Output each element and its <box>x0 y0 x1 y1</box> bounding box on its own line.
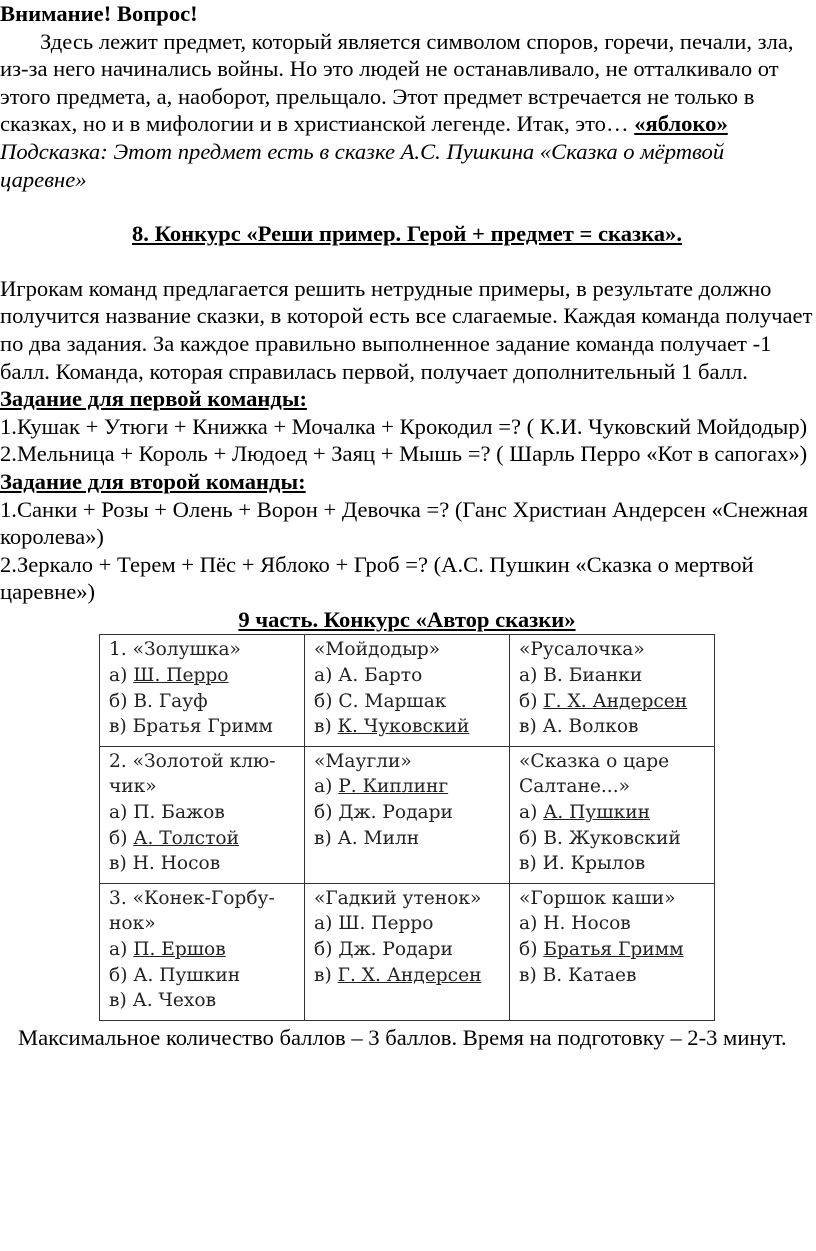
tale-title: 3. «Конек-Горбу-нок» <box>109 887 275 935</box>
table-row <box>100 746 715 883</box>
table-cell <box>510 746 715 883</box>
author-option <box>109 937 298 963</box>
author-name: И. Крылов <box>542 853 646 875</box>
author-table <box>99 634 715 1020</box>
team2-task-2: 2.Зеркало + Терем + Пёс + Яблоко + Гроб =? (А.С. Пушкин «Сказка о мертвой царевне») <box>0 551 754 605</box>
option-prefix: б) <box>519 827 544 849</box>
option-prefix: а) <box>519 913 544 935</box>
attention-paragraph <box>0 28 814 138</box>
table-cell <box>510 635 715 746</box>
author-option <box>314 714 503 740</box>
option-prefix: а) <box>314 776 339 798</box>
table-cell <box>305 746 510 883</box>
author-option <box>519 663 708 689</box>
author-option <box>519 963 708 989</box>
option-prefix: а) <box>519 802 544 824</box>
author-name: Н. Носов <box>543 913 631 935</box>
author-option <box>519 714 708 740</box>
author-name: А. Милн <box>337 827 420 849</box>
section8-intro: Игрокам команд предлагается решить нетрудные примеры, в результате должно получится название сказки, в которой есть все слагаемые. Каждая команда получает по два задания. За каждое правильно выполненное задание команда получает -1 балл. Команда, которая справилась первой, получает дополнительный 1 балл. <box>0 275 813 384</box>
option-prefix: б) <box>314 690 339 712</box>
attention-heading: Внимание! Вопрос! <box>0 1 198 26</box>
option-prefix: б) <box>314 939 339 960</box>
table-cell <box>100 746 305 883</box>
tale-title: «Горшок каши» <box>519 887 676 909</box>
author-option <box>109 851 298 877</box>
option-prefix: б) <box>519 939 544 960</box>
table-row <box>100 635 715 746</box>
attention-answer: «яблоко» <box>634 111 728 137</box>
author-name: В. Жуковский <box>543 827 681 849</box>
author-name: А. Волков <box>542 716 639 738</box>
section9-title: 9 часть. Конкурс «Автор сказки» <box>238 606 576 632</box>
team1-heading: Задание для первой команды: <box>0 386 307 412</box>
author-option <box>109 714 298 740</box>
author-name: Дж. Родари <box>338 802 453 824</box>
option-prefix: в) <box>109 853 133 875</box>
correct-author: Г. Х. Андерсен <box>543 690 688 712</box>
correct-author: Г. Х. Андерсен <box>337 964 482 986</box>
team2-task-1: 1.Санки + Розы + Олень + Ворон + Девочка =? (Ганс Христиан Андерсен «Снежная королева») <box>0 496 809 550</box>
option-prefix: в) <box>109 990 133 1012</box>
author-option <box>109 963 298 989</box>
table-cell <box>100 883 305 1020</box>
author-option <box>314 800 503 826</box>
author-option <box>109 988 298 1014</box>
option-prefix: б) <box>109 964 134 986</box>
correct-author: А. Толстой <box>133 827 239 849</box>
author-option <box>109 689 298 715</box>
author-option <box>314 963 503 989</box>
option-prefix: б) <box>109 827 134 849</box>
author-option <box>519 937 708 963</box>
correct-author: Р. Киплинг <box>338 776 449 798</box>
author-option <box>519 689 708 715</box>
section9-footer: Максимальное количество баллов – 3 баллов. Время на подготовку – 2-3 минут. <box>18 1024 787 1050</box>
option-prefix: а) <box>519 665 544 687</box>
author-table-wrapper <box>0 634 814 1020</box>
author-name: П. Бажов <box>133 802 225 824</box>
author-name: В. Бианки <box>543 665 643 687</box>
option-prefix: в) <box>519 853 543 875</box>
tale-title: «Гадкий утенок» <box>314 887 482 909</box>
option-prefix: а) <box>109 939 134 960</box>
option-prefix: в) <box>519 716 543 738</box>
table-cell <box>510 883 715 1020</box>
table-cell <box>100 635 305 746</box>
option-prefix: а) <box>109 802 134 824</box>
team1-task-2: 2.Мельница + Король + Людоед + Заяц + Мышь =? ( Шарль Перро «Кот в сапогах») <box>0 441 808 467</box>
author-option <box>109 800 298 826</box>
option-prefix: б) <box>519 690 544 712</box>
correct-author: К. Чуковский <box>337 716 470 738</box>
author-name: В. Гауф <box>133 690 208 712</box>
option-prefix: б) <box>314 802 339 824</box>
tale-title: «Русалочка» <box>519 639 645 661</box>
team1-task-1: 1.Кушак + Утюги + Книжка + Мочалка + Крокодил =? ( К.И. Чуковский Мойдодыр) <box>0 413 808 439</box>
correct-author: А. Пушкин <box>543 802 651 824</box>
option-prefix: в) <box>109 716 133 738</box>
correct-author: Братья Гримм <box>543 939 684 960</box>
section8-title: 8. Конкурс «Реши пример. Герой + предмет = сказка». <box>131 221 682 247</box>
author-name: Ш. Перро <box>338 913 434 935</box>
author-option <box>109 663 298 689</box>
author-option <box>314 937 503 963</box>
author-option <box>314 911 503 937</box>
author-name: В. Катаев <box>542 964 637 986</box>
author-name: Братья Гримм <box>132 716 273 738</box>
option-prefix: в) <box>519 964 543 986</box>
table-cell <box>305 883 510 1020</box>
option-prefix: а) <box>314 913 339 935</box>
author-option <box>314 689 503 715</box>
author-option <box>314 826 503 852</box>
tale-title: «Маугли» <box>314 750 412 772</box>
tale-title: 1. «Золушка» <box>109 639 241 661</box>
author-name: А. Чехов <box>132 990 217 1012</box>
option-prefix: а) <box>314 665 339 687</box>
attention-hint: Подсказка: Этот предмет есть в сказке А.С. Пушкина «Сказка о мёртвой царевне» <box>0 138 725 192</box>
tale-title: 2. «Золотой клю-чик» <box>109 750 276 798</box>
author-option <box>314 663 503 689</box>
tale-title: «Сказка о царе Салтане...» <box>519 750 670 798</box>
author-name: А. Пушкин <box>133 964 241 986</box>
table-cell <box>305 635 510 746</box>
table-row <box>100 883 715 1020</box>
author-option <box>519 911 708 937</box>
attention-text: Здесь лежит предмет, который является символом споров, горечи, печали, зла, из-за него начинались войны. Но это людей не останавливало, не отталкивало от этого предмета, а, наоборот, прельщало. Этот предмет встречается не только в сказках, но и в мифологии и в христианской легенде. Итак, это… <box>0 28 794 137</box>
tale-title: «Мойдодыр» <box>314 639 441 661</box>
option-prefix: а) <box>109 665 134 687</box>
option-prefix: б) <box>109 690 134 712</box>
author-option <box>109 826 298 852</box>
author-option <box>314 774 503 800</box>
author-option <box>519 800 708 826</box>
option-prefix: в) <box>314 827 338 849</box>
team2-heading: Задание для второй команды: <box>0 468 306 494</box>
author-name: С. Маршак <box>338 690 447 712</box>
author-name: Дж. Родари <box>338 939 453 960</box>
author-name: Н. Носов <box>132 853 221 875</box>
author-name: А. Барто <box>338 665 423 687</box>
correct-author: П. Ершов <box>133 939 226 960</box>
option-prefix: в) <box>314 716 338 738</box>
author-option <box>519 826 708 852</box>
author-option <box>519 851 708 877</box>
correct-author: Ш. Перро <box>133 665 229 687</box>
option-prefix: в) <box>314 964 338 986</box>
